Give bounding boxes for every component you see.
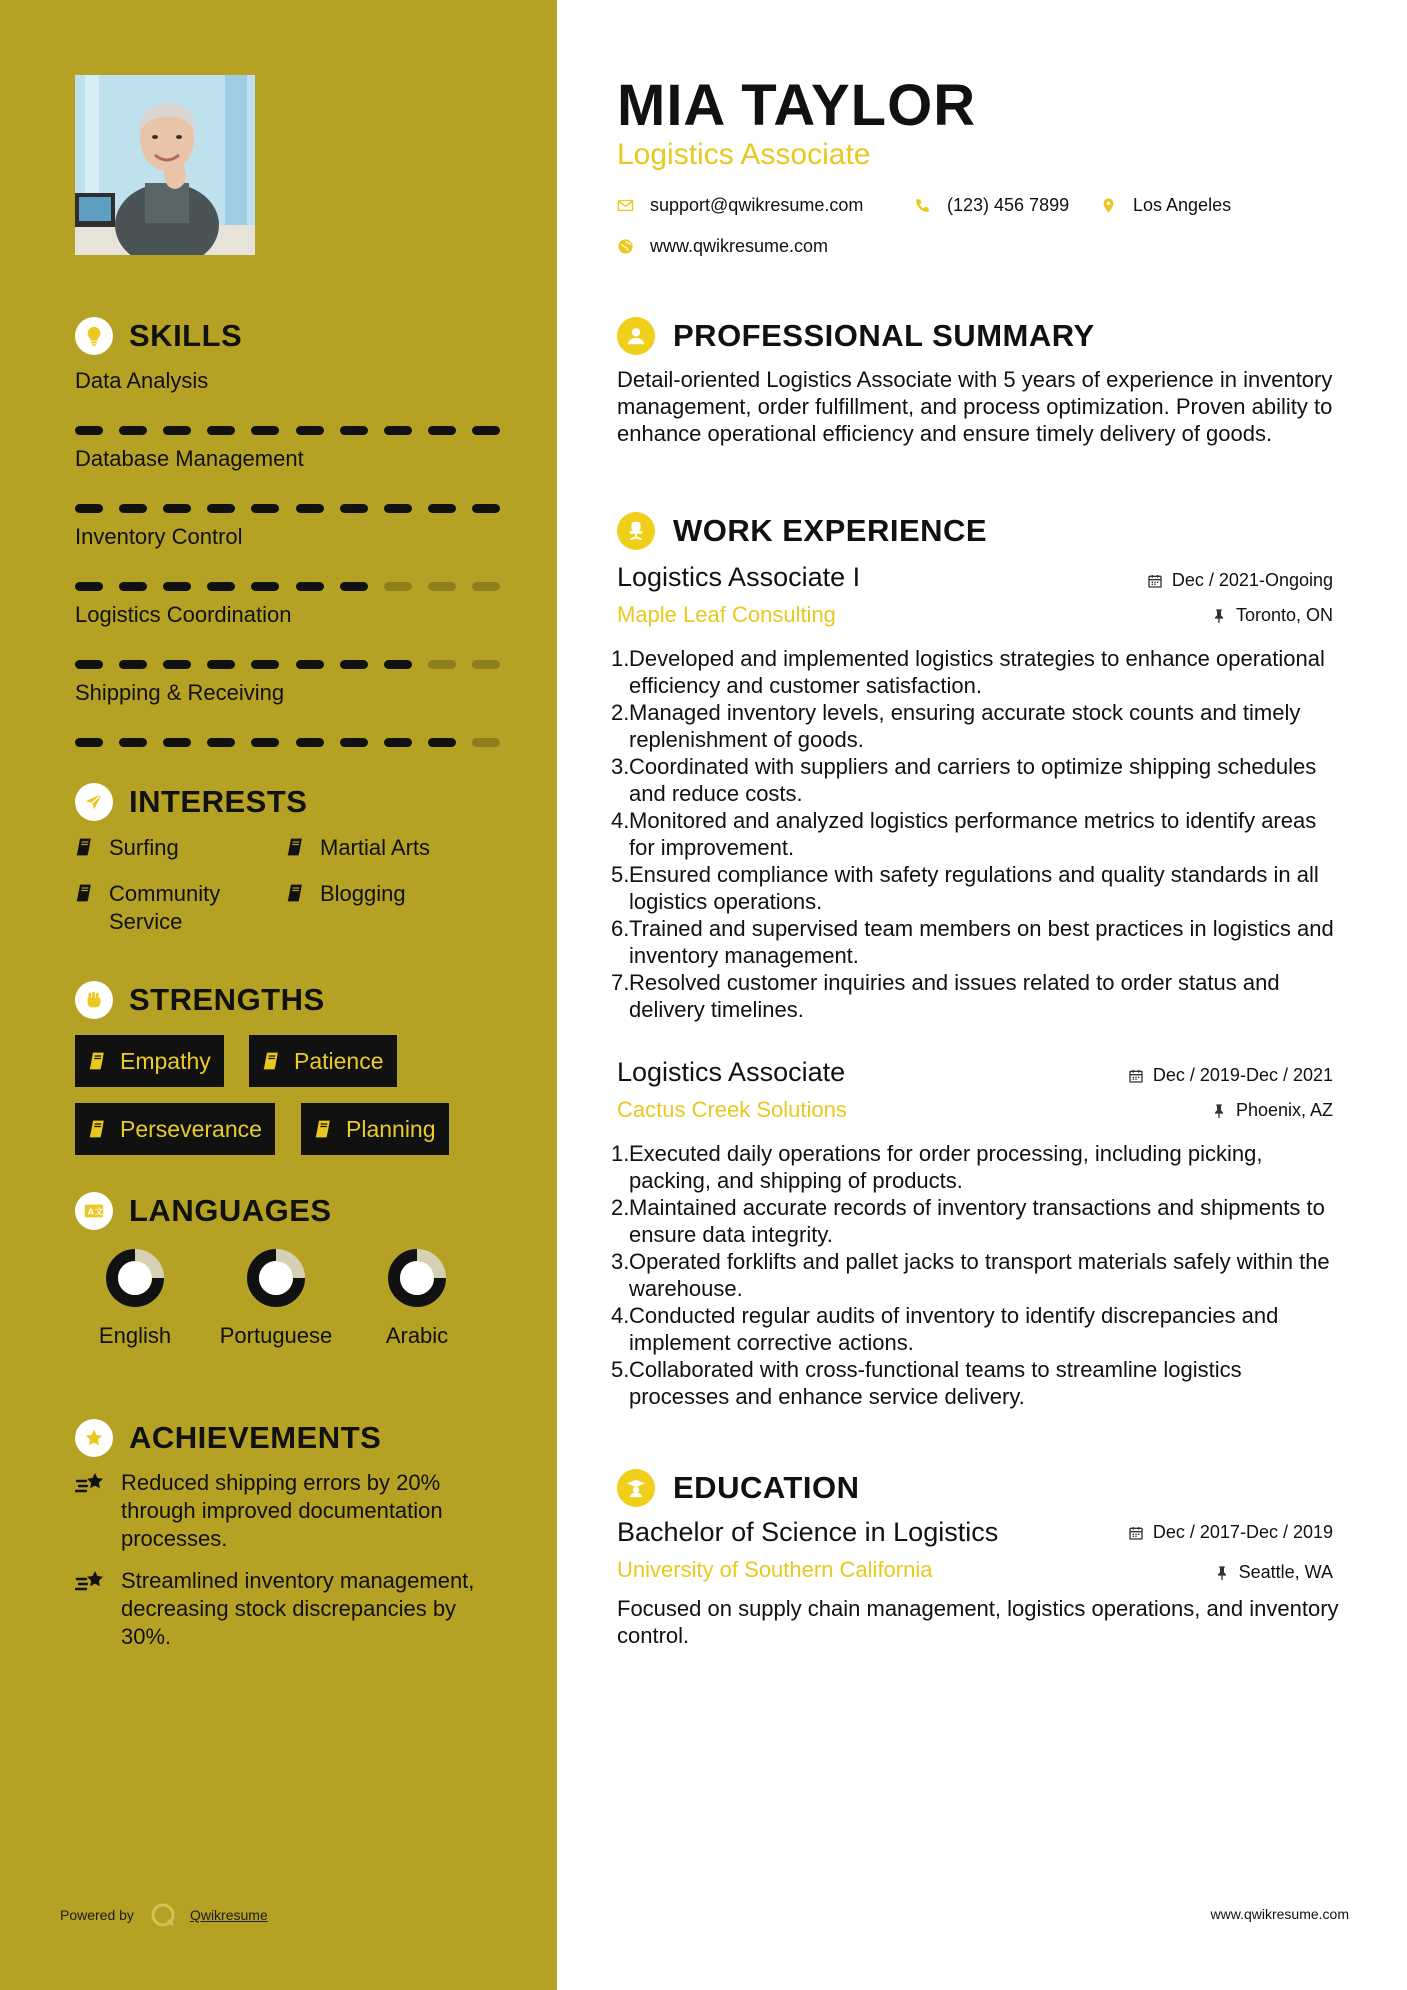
education-dates bbox=[1128, 1522, 1333, 1543]
skill-segment bbox=[207, 738, 235, 747]
job-title: Logistics Associate bbox=[617, 1057, 846, 1087]
skill-segment bbox=[296, 738, 324, 747]
skill-segment bbox=[384, 660, 412, 669]
job-bullets bbox=[611, 645, 1347, 1023]
language-level-ring bbox=[244, 1246, 308, 1310]
language-name: Portuguese bbox=[219, 1323, 333, 1348]
skill-name: Shipping & Receiving bbox=[75, 680, 285, 705]
interest-label: Community Service bbox=[109, 881, 221, 934]
language-ring-center bbox=[400, 1261, 434, 1295]
strengths-title: STRENGTHS bbox=[129, 982, 325, 1017]
candidate-role: Logistics Associate bbox=[617, 138, 871, 171]
calendar-icon bbox=[1128, 1068, 1144, 1084]
language-item bbox=[70, 1246, 200, 1349]
list-item: 2. Managed inventory levels, ensuring accurate stock counts and timely replenishment of goods. bbox=[611, 700, 1301, 752]
summary-header bbox=[617, 316, 1095, 356]
skill-segment bbox=[119, 504, 147, 513]
skill-segment bbox=[340, 504, 368, 513]
job-location-text: Phoenix, AZ bbox=[1235, 1100, 1333, 1120]
languages-header bbox=[75, 1191, 332, 1231]
globe-icon bbox=[617, 238, 634, 255]
website-text: www.qwikresume.com bbox=[650, 236, 829, 256]
pushpin-icon bbox=[1211, 608, 1227, 624]
skills-header bbox=[75, 316, 242, 356]
list-item: 2. Maintained accurate records of inventory transactions and shipments to ensure data integrity. bbox=[611, 1195, 1325, 1247]
skill-segment bbox=[75, 426, 103, 435]
skill-level-bar bbox=[75, 660, 500, 669]
list-item: 1. Developed and implemented logistics strategies to enhance operational efficiency and customer satisfaction. bbox=[611, 646, 1325, 698]
skill-segment bbox=[163, 660, 191, 669]
list-item: 4. Conducted regular audits of inventory to identify discrepancies and implement corrective actions. bbox=[611, 1303, 1279, 1355]
skill-level-bar bbox=[75, 426, 500, 435]
skill-segment bbox=[296, 504, 324, 513]
skill-segment bbox=[163, 738, 191, 747]
skill-segment bbox=[428, 660, 456, 669]
skill-item bbox=[75, 600, 500, 669]
skill-segment bbox=[428, 738, 456, 747]
strength-label: Planning bbox=[346, 1115, 436, 1142]
skill-segment bbox=[472, 504, 500, 513]
education-location-text: Seattle, WA bbox=[1238, 1562, 1333, 1582]
language-icon bbox=[75, 1192, 113, 1230]
location-text: Los Angeles bbox=[1133, 195, 1232, 215]
language-name: Arabic bbox=[385, 1323, 449, 1348]
experience-title: WORK EXPERIENCE bbox=[673, 513, 988, 548]
interest-label: Surfing bbox=[109, 835, 179, 860]
skill-name: Database Management bbox=[75, 446, 304, 471]
strengths-header bbox=[75, 980, 325, 1020]
graduate-icon bbox=[617, 1469, 655, 1507]
skill-segment bbox=[296, 660, 324, 669]
envelope-icon bbox=[617, 197, 634, 214]
strength-tag bbox=[75, 1103, 275, 1155]
paper-plane-icon bbox=[75, 783, 113, 821]
list-item: 3. Operated forklifts and pallet jacks to transport materials safely within the warehouse. bbox=[611, 1249, 1330, 1301]
email-text: support@qwikresume.com bbox=[650, 195, 864, 215]
skill-segment bbox=[207, 504, 235, 513]
school-name: University of Southern California bbox=[617, 1557, 933, 1582]
book-icon bbox=[262, 1051, 282, 1071]
lightbulb-icon bbox=[75, 317, 113, 355]
skill-segment bbox=[340, 582, 368, 591]
skill-segment bbox=[296, 426, 324, 435]
language-level-ring bbox=[385, 1246, 449, 1310]
candidate-name: MIA TAYLOR bbox=[617, 73, 977, 138]
book-icon bbox=[75, 837, 95, 857]
summary-title: PROFESSIONAL SUMMARY bbox=[673, 318, 1095, 353]
education-header bbox=[617, 1468, 859, 1508]
job-title: Logistics Associate I bbox=[617, 562, 861, 592]
job-location bbox=[1211, 605, 1333, 626]
strength-tag bbox=[301, 1103, 449, 1155]
skill-segment bbox=[119, 660, 147, 669]
contact-location bbox=[1100, 195, 1231, 216]
pushpin-icon bbox=[1214, 1565, 1230, 1581]
job-dates-text: Dec / 2021-Ongoing bbox=[1171, 570, 1333, 590]
achievements-header bbox=[75, 1418, 381, 1458]
skill-level-bar bbox=[75, 504, 500, 513]
skill-name: Data Analysis bbox=[75, 368, 209, 393]
strength-label: Perseverance bbox=[120, 1115, 262, 1142]
skill-segment bbox=[384, 504, 412, 513]
education-dates-text: Dec / 2017-Dec / 2019 bbox=[1152, 1522, 1333, 1542]
user-icon bbox=[617, 317, 655, 355]
achievements-title: ACHIEVEMENTS bbox=[129, 1420, 382, 1455]
skill-segment bbox=[75, 660, 103, 669]
education-title: EDUCATION bbox=[673, 1470, 860, 1505]
star-icon bbox=[75, 1419, 113, 1457]
skill-segment bbox=[384, 738, 412, 747]
skill-segment bbox=[75, 738, 103, 747]
list-item: 6. Trained and supervised team members on best practices in logistics and inventory management. bbox=[611, 916, 1334, 968]
language-item bbox=[352, 1246, 482, 1349]
language-level-ring bbox=[103, 1246, 167, 1310]
skill-segment bbox=[428, 582, 456, 591]
skill-segment bbox=[119, 426, 147, 435]
skill-segment bbox=[119, 738, 147, 747]
language-item bbox=[211, 1246, 341, 1349]
interest-item bbox=[75, 880, 265, 936]
interest-item bbox=[75, 834, 275, 862]
interest-label: Blogging bbox=[320, 881, 406, 906]
skill-segment bbox=[119, 582, 147, 591]
skill-segment bbox=[251, 660, 279, 669]
profile-photo bbox=[75, 75, 255, 255]
education-location bbox=[1214, 1562, 1333, 1583]
interest-item bbox=[286, 880, 486, 908]
skill-segment bbox=[472, 738, 500, 747]
book-icon bbox=[286, 837, 306, 857]
job-dates-text: Dec / 2019-Dec / 2021 bbox=[1152, 1065, 1333, 1085]
pushpin-icon bbox=[1211, 1103, 1227, 1119]
skill-name: Logistics Coordination bbox=[75, 602, 292, 627]
strength-label: Patience bbox=[294, 1047, 384, 1074]
footer-url[interactable]: www.qwikresume.com bbox=[1210, 1906, 1349, 1922]
skill-segment bbox=[75, 582, 103, 591]
skills-title: SKILLS bbox=[129, 318, 243, 353]
interest-item bbox=[286, 834, 486, 862]
contact-website[interactable] bbox=[617, 236, 828, 257]
skill-level-bar bbox=[75, 738, 500, 747]
skill-segment bbox=[384, 426, 412, 435]
interest-label: Martial Arts bbox=[320, 835, 431, 860]
phone-text: (123) 456 7899 bbox=[947, 195, 1070, 215]
skill-segment bbox=[207, 582, 235, 591]
skill-segment bbox=[340, 426, 368, 435]
list-item: 1. Executed daily operations for order processing, including picking, packing, and shipping of products. bbox=[611, 1141, 1263, 1193]
job-location bbox=[1211, 1100, 1333, 1121]
book-icon bbox=[314, 1119, 334, 1139]
map-pin-icon bbox=[1100, 197, 1117, 214]
powered-by bbox=[60, 1902, 268, 1928]
phone-icon bbox=[914, 197, 931, 214]
powered-by-label: Powered by bbox=[60, 1907, 134, 1923]
skill-level-bar bbox=[75, 582, 500, 591]
book-icon bbox=[75, 883, 95, 903]
book-icon bbox=[88, 1119, 108, 1139]
achievement-item bbox=[75, 1567, 495, 1651]
skill-segment bbox=[251, 738, 279, 747]
book-icon bbox=[286, 883, 306, 903]
calendar-icon bbox=[1147, 573, 1163, 589]
company-name: Cactus Creek Solutions bbox=[617, 1097, 847, 1122]
skill-segment bbox=[296, 582, 324, 591]
job-bullets bbox=[611, 1140, 1347, 1410]
fist-icon bbox=[75, 981, 113, 1019]
skill-segment bbox=[163, 504, 191, 513]
skill-segment bbox=[472, 426, 500, 435]
skill-segment bbox=[428, 504, 456, 513]
skill-segment bbox=[340, 738, 368, 747]
list-item: 7. Resolved customer inquiries and issues related to order status and delivery timelines. bbox=[611, 970, 1280, 1022]
interests-header bbox=[75, 782, 307, 822]
job-dates bbox=[1147, 570, 1333, 591]
skill-item bbox=[75, 366, 500, 435]
strength-label: Empathy bbox=[120, 1047, 211, 1074]
skill-segment bbox=[207, 426, 235, 435]
book-icon bbox=[88, 1051, 108, 1071]
skill-segment bbox=[428, 426, 456, 435]
strength-tag bbox=[75, 1035, 224, 1087]
skill-segment bbox=[472, 582, 500, 591]
shooting-star-icon bbox=[75, 1471, 107, 1499]
skill-segment bbox=[340, 660, 368, 669]
skill-item bbox=[75, 522, 500, 591]
sidebar bbox=[0, 0, 557, 1990]
skill-segment bbox=[472, 660, 500, 669]
skill-segment bbox=[251, 504, 279, 513]
brand-link[interactable]: Qwikresume bbox=[189, 1907, 268, 1923]
list-item: 5. Collaborated with cross-functional teams to streamline logistics processes and enhance service delivery. bbox=[611, 1357, 1242, 1409]
language-ring-center bbox=[118, 1261, 152, 1295]
achievement-item bbox=[75, 1469, 495, 1553]
skill-item bbox=[75, 444, 500, 513]
skill-item bbox=[75, 678, 500, 747]
skill-name: Inventory Control bbox=[75, 524, 243, 549]
company-name: Maple Leaf Consulting bbox=[617, 602, 836, 627]
office-chair-icon bbox=[617, 512, 655, 550]
summary-text: Detail-oriented Logistics Associate with 5 years of experience in inventory management, order fulfillment, and process optimization. Proven ability to enhance operational efficiency and ensure timely delivery of goods. bbox=[617, 367, 1333, 446]
achievement-text: Streamlined inventory management, decreasing stock discrepancies by 30%. bbox=[121, 1568, 475, 1649]
qwikresume-logo-icon bbox=[150, 1902, 176, 1928]
skill-segment bbox=[251, 582, 279, 591]
languages-title: LANGUAGES bbox=[129, 1193, 332, 1228]
skill-segment bbox=[207, 660, 235, 669]
svg-text:A: A bbox=[87, 1206, 94, 1217]
degree-title: Bachelor of Science in Logistics bbox=[617, 1517, 999, 1547]
list-item: 5. Ensured compliance with safety regulations and quality standards in all logistics operations. bbox=[611, 862, 1319, 914]
skill-segment bbox=[251, 426, 279, 435]
achievement-text: Reduced shipping errors by 20% through improved documentation processes. bbox=[121, 1470, 443, 1551]
contact-email[interactable] bbox=[617, 195, 863, 216]
education-text: Focused on supply chain management, logistics operations, and inventory control. bbox=[617, 1596, 1339, 1648]
interests-title: INTERESTS bbox=[129, 784, 308, 819]
calendar-icon bbox=[1128, 1525, 1144, 1541]
language-ring-center bbox=[259, 1261, 293, 1295]
contact-phone[interactable] bbox=[914, 195, 1069, 216]
job-dates bbox=[1128, 1065, 1333, 1086]
skill-segment bbox=[75, 504, 103, 513]
list-item: 3. Coordinated with suppliers and carriers to optimize shipping schedules and reduce costs. bbox=[611, 754, 1317, 806]
job-location-text: Toronto, ON bbox=[1235, 605, 1333, 625]
language-name: English bbox=[98, 1323, 172, 1348]
svg-text:文: 文 bbox=[94, 1206, 104, 1217]
strength-tag bbox=[249, 1035, 397, 1087]
skill-segment bbox=[384, 582, 412, 591]
skill-segment bbox=[163, 582, 191, 591]
skill-segment bbox=[163, 426, 191, 435]
experience-header bbox=[617, 511, 987, 551]
list-item: 4. Monitored and analyzed logistics performance metrics to identify areas for improvement. bbox=[611, 808, 1317, 860]
shooting-star-icon bbox=[75, 1569, 107, 1597]
